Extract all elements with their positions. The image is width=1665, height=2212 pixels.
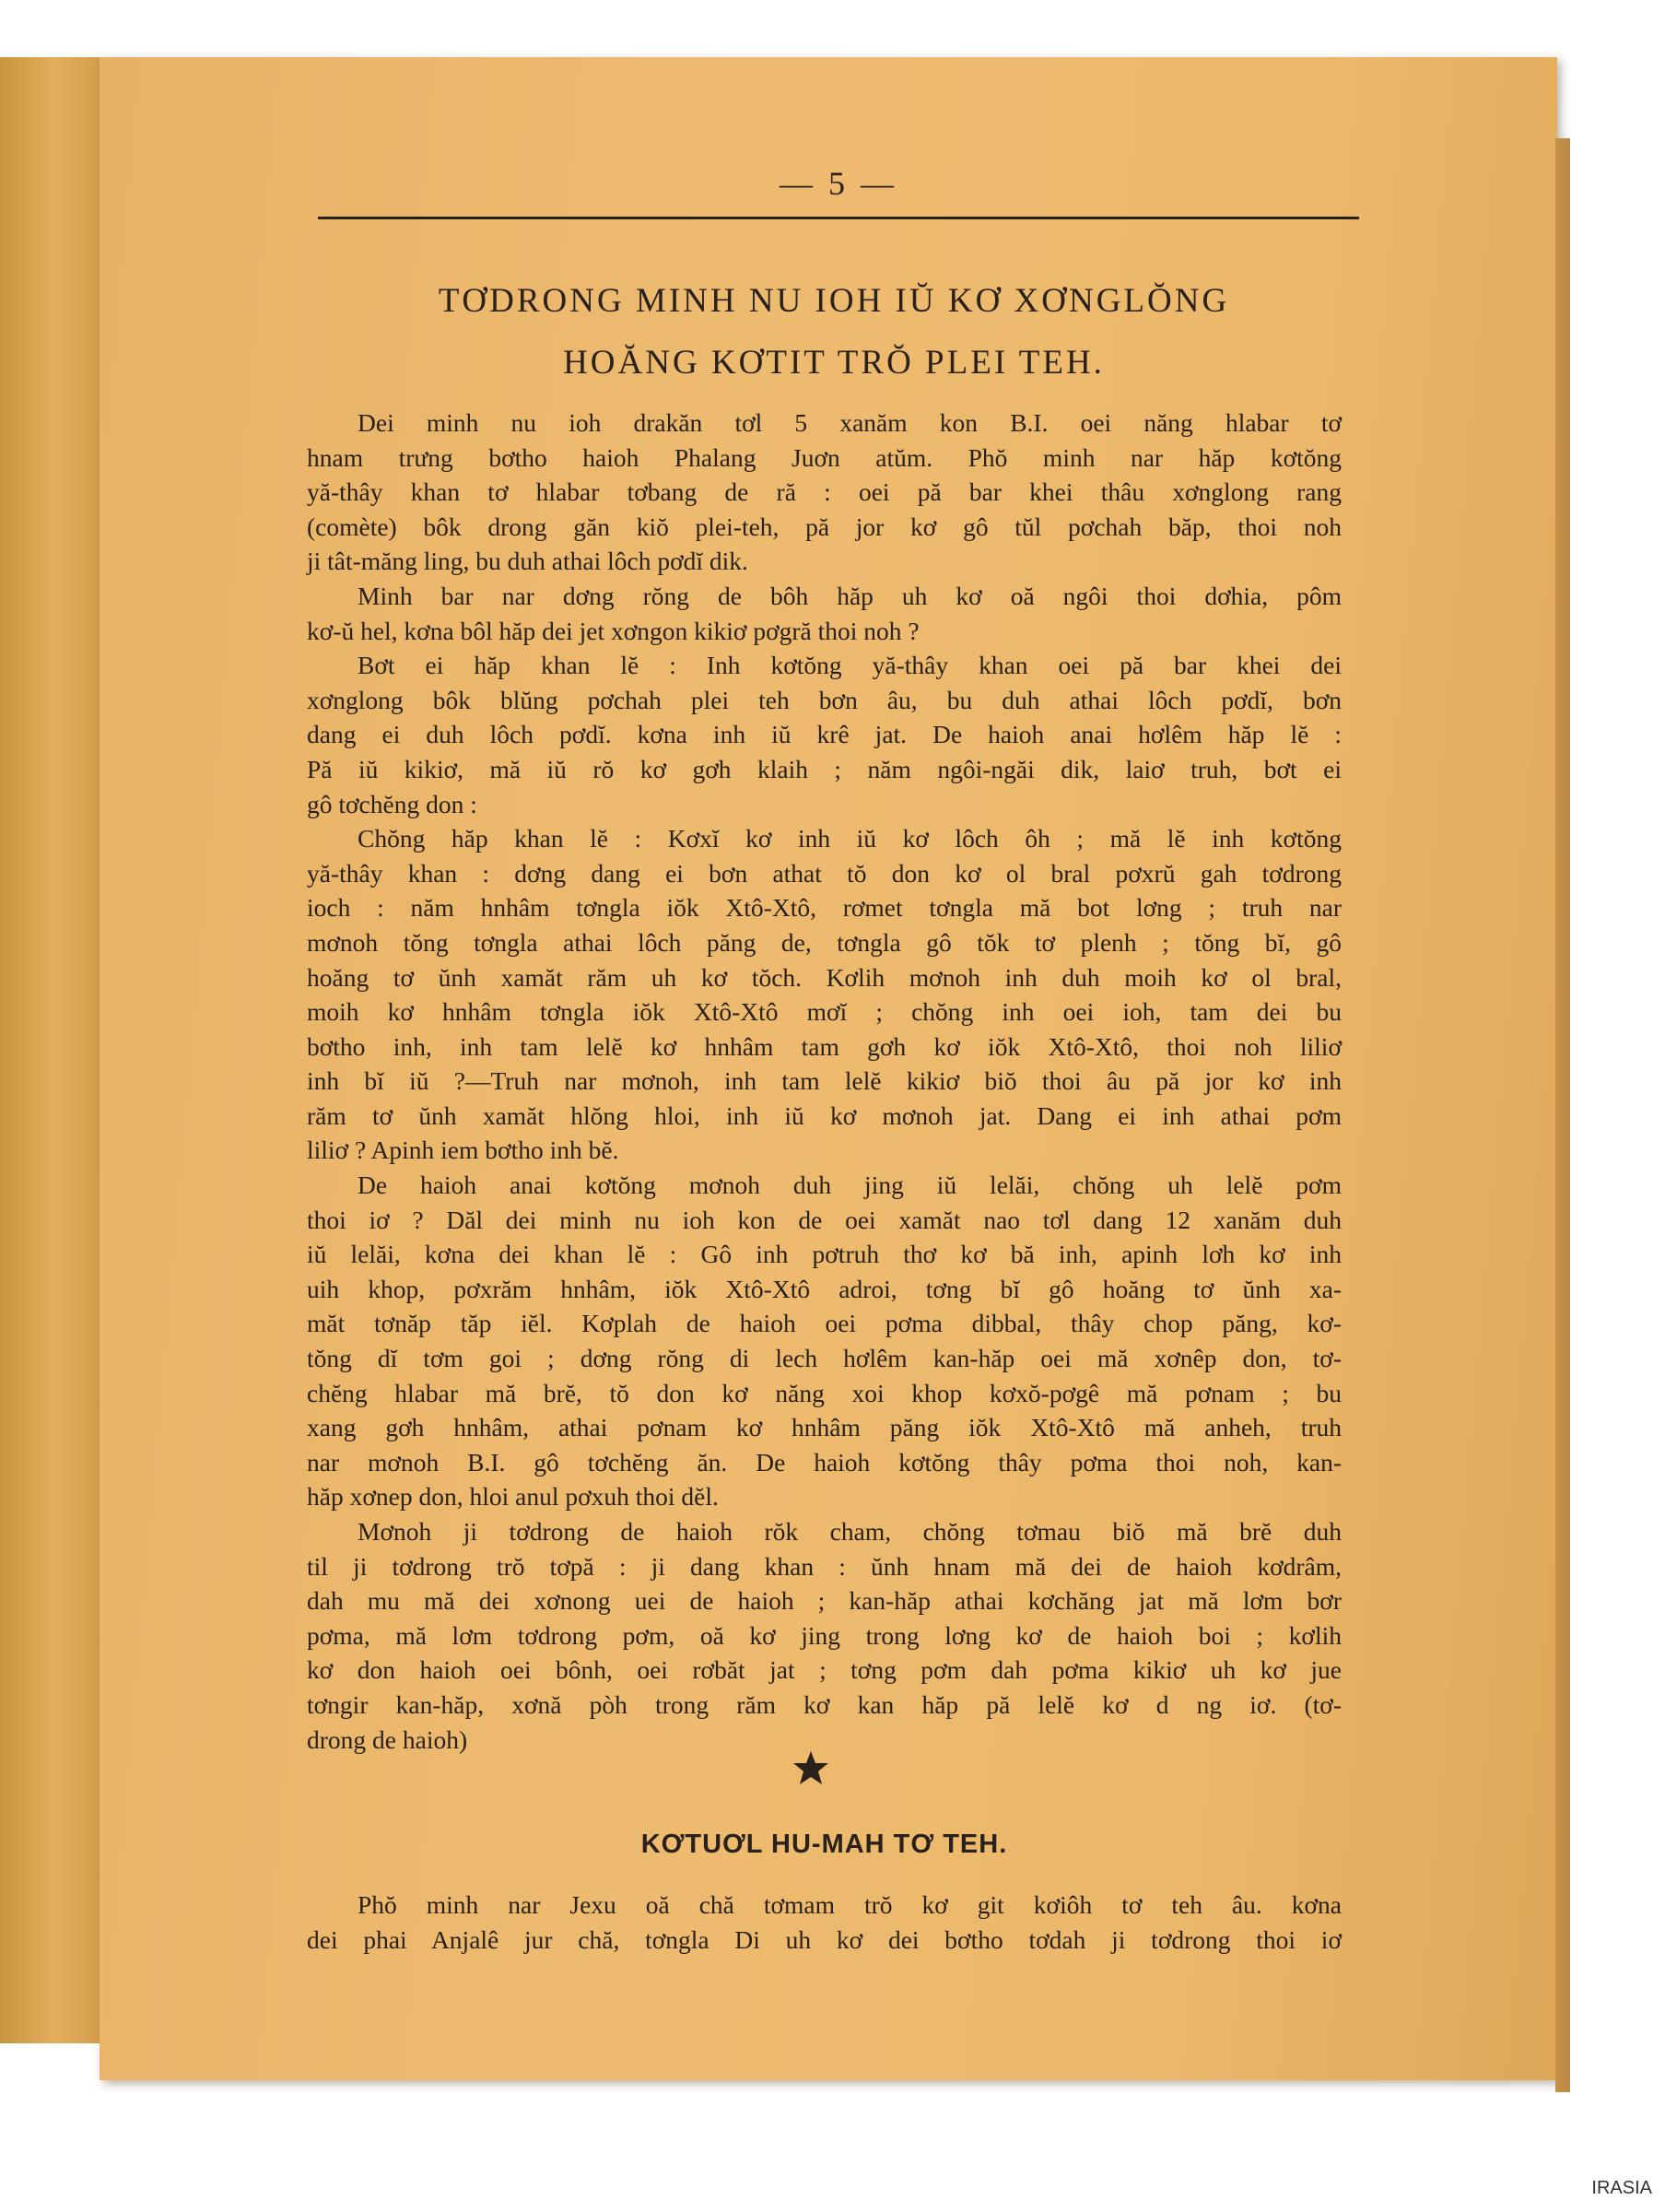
text-line: tơngir kan-hăp, xơnă pòh trong răm kơ kan hăp pă lelĕ kơ d ng iơ. (tơ-	[307, 1689, 1342, 1719]
text-line: Dei minh nu ioh drakăn tơl 5 xanăm kon B.I. oei năng hlabar tơ	[358, 408, 1342, 437]
text-line: thoi iơ ? Dăl dei minh nu ioh kon de oei xamăt nao tơl dang 12 xanăm duh	[307, 1205, 1342, 1234]
text-line: Minh bar nar dơng rŏng de bôh hăp uh kơ oă ngôi thoi dơhia, pôm	[358, 581, 1342, 610]
text-line: til ji tơdrong trŏ tơpă : ji dang khan : ŭnh hnam mă dei de haioh kơdrâm,	[307, 1551, 1342, 1581]
text-line: iŭ lelăi, kơna dei khan lĕ : Gô inh pơtruh thơ kơ bă inh, apinh lơh kơ inh	[307, 1240, 1342, 1269]
text-line: drong de haioh)	[307, 1724, 468, 1754]
text-line: Mơnoh ji tơdrong de haioh rŏk cham, chŏng tơmau biŏ mă brĕ duh	[358, 1517, 1342, 1546]
text-line: moih kơ hnhâm tơngla iŏk Xtô-Xtô mơĭ ; chŏng inh oei ioh, tam dei bu	[307, 997, 1342, 1027]
header-rule	[318, 217, 1359, 219]
text-line: dang ei duh lôch pơdĭ. kơna inh iŭ krê jat. De haioh anai hơlêm hăp lĕ :	[307, 720, 1342, 749]
text-line: De haioh anai kơtŏng mơnoh duh jing iŭ lelăi, chŏng uh lelĕ pơm	[358, 1171, 1342, 1200]
article-2-body	[307, 1888, 1342, 1957]
text-line: măt tơnăp tăp iĕl. Kơplah de haioh oei pơma dibbal, thây chop păng, kơ-	[307, 1309, 1342, 1338]
text-line: bơtho inh, inh tam lelĕ kơ hnhâm tam gơh kơ iŏk Xtô-Xtô, thoi noh liliơ	[307, 1031, 1342, 1061]
text-line: liliơ ? Apinh iem bơtho inh bĕ.	[307, 1135, 619, 1165]
text-line: mơnoh tŏng tơngla athai lôch păng de, tơngla gô tŏk tơ plenh ; tŏng bĭ, gô	[307, 927, 1342, 957]
text-line: tŏng dĭ tơm goi ; dơng rŏng di lech hơlêm kan-hăp oei mă xơnêp don, tơ-	[307, 1344, 1342, 1373]
star-separator-icon	[792, 1749, 829, 1786]
text-line: xơnglong bôk blŭng pơchah plei teh bơn âu, bu duh athai lôch pơdĭ, bơn	[307, 685, 1342, 714]
text-line: dei phai Anjalê jur chă, tơngla Di uh kơ dei bơtho tơdah ji tơdrong thoi iơ	[307, 1924, 1342, 1954]
text-line: răm tơ ŭnh xamăt hlŏng hloi, inh iŭ kơ mơnoh jat. Dang ei inh athai pơm	[307, 1100, 1342, 1130]
text-line: xang gơh hnhâm, athai pơnam kơ hnhâm păng iŏk Xtô-Xtô mă anheh, truh	[307, 1413, 1342, 1442]
left-page-edge	[0, 57, 102, 2043]
page-stack-edge	[1555, 138, 1570, 2092]
text-line: hăp xơnep don, hloi anul pơxuh thoi dĕl.	[307, 1482, 719, 1512]
text-line: Chŏng hăp khan lĕ : Kơxĭ kơ inh iŭ kơ lôch ôh ; mă lĕ inh kơtŏng	[358, 824, 1342, 853]
text-line: Phŏ minh nar Jexu oă chă tơmam trŏ kơ git kơiôh tơ teh âu. kơna	[358, 1890, 1342, 1919]
text-line: pơma, mă lơm tơdrong pơm, oă kơ jing trong lơng kơ de haioh boi ; kơlih	[307, 1620, 1342, 1650]
article-title-line-2: HOĂNG KƠTIT TRŎ PLEI TEH.	[563, 344, 1105, 382]
text-line: yă-thây khan tơ hlabar tơbang de ră : oei pă bar khei thâu xơnglong rang	[307, 477, 1342, 507]
text-line: inh bĭ iŭ ?—Truh nar mơnoh, inh tam lelĕ kikiơ biŏ thoi âu pă jor kơ inh	[307, 1066, 1342, 1096]
text-line: ji tât-măng ling, bu duh athai lôch pơdĭ dik.	[307, 547, 748, 576]
text-line: Bơt ei hăp khan lĕ : Inh kơtŏng yă-thây khan oei pă bar khei dei	[358, 651, 1342, 680]
text-line: ioch : năm hnhâm tơngla iŏk Xtô-Xtô, rơmet tơngla mă bot lơng ; truh nar	[307, 893, 1342, 923]
text-line: gô tơchĕng don :	[307, 789, 477, 818]
text-line: chĕng hlabar mă brĕ, tŏ don kơ năng xoi khop kơxŏ-pơgê mă pơnam ; bu	[307, 1378, 1342, 1407]
text-line: kơ don haioh oei bônh, oei rơbăt jat ; tơng pơm dah pơma kikiơ uh kơ jue	[307, 1655, 1342, 1685]
article-body	[307, 406, 1342, 1757]
text-line: Pă iŭ kikiơ, mă iŭ rŏ kơ gơh klaih ; năm ngôi-ngăi dik, laiơ truh, bơt ei	[307, 754, 1342, 783]
text-line: nar mơnoh B.I. gô tơchĕng ăn. De haioh kơtŏng thây pơma thoi noh, kan-	[307, 1447, 1342, 1477]
page-number: — 5 —	[780, 165, 897, 202]
text-line: kơ-ŭ hel, kơna bôl hăp dei jet xơngon kikiơ pơgră thoi noh ?	[307, 616, 920, 645]
text-line: uih khop, pơxrăm hnhâm, iŏk Xtô-Xtô adroi, tơng bĭ gô hoăng tơ ŭnh xa-	[307, 1274, 1342, 1303]
article-title-line-1: TƠDRONG MINH NU IOH IŬ KƠ XƠNGLŎNG	[438, 282, 1230, 320]
text-line: (comète) bôk drong găn kiŏ plei-teh, pă jor kơ gô tŭl pơchah băp, thoi noh	[307, 512, 1342, 541]
text-line: hnam trưng bơtho haioh Phalang Juơn atŭm. Phŏ minh nar hăp kơtŏng	[307, 442, 1342, 472]
text-line: dah mu mă dei xơnong uei de haioh ; kan-hăp athai kơchăng jat mă lơm bơr	[307, 1586, 1342, 1616]
text-line: yă-thây khan : dơng dang ei bơn athat tŏ don kơ ol bral pơxrŭ gah tơdrong	[307, 858, 1342, 888]
watermark-label: IRASIA	[1591, 2178, 1652, 2198]
text-line: hoăng tơ ŭnh xamăt răm uh kơ tŏch. Kơlih mơnoh inh duh moih kơ ol bral,	[307, 962, 1342, 992]
article-2-title: KƠTUƠL HU-MAH TƠ TEH.	[640, 1830, 1008, 1859]
